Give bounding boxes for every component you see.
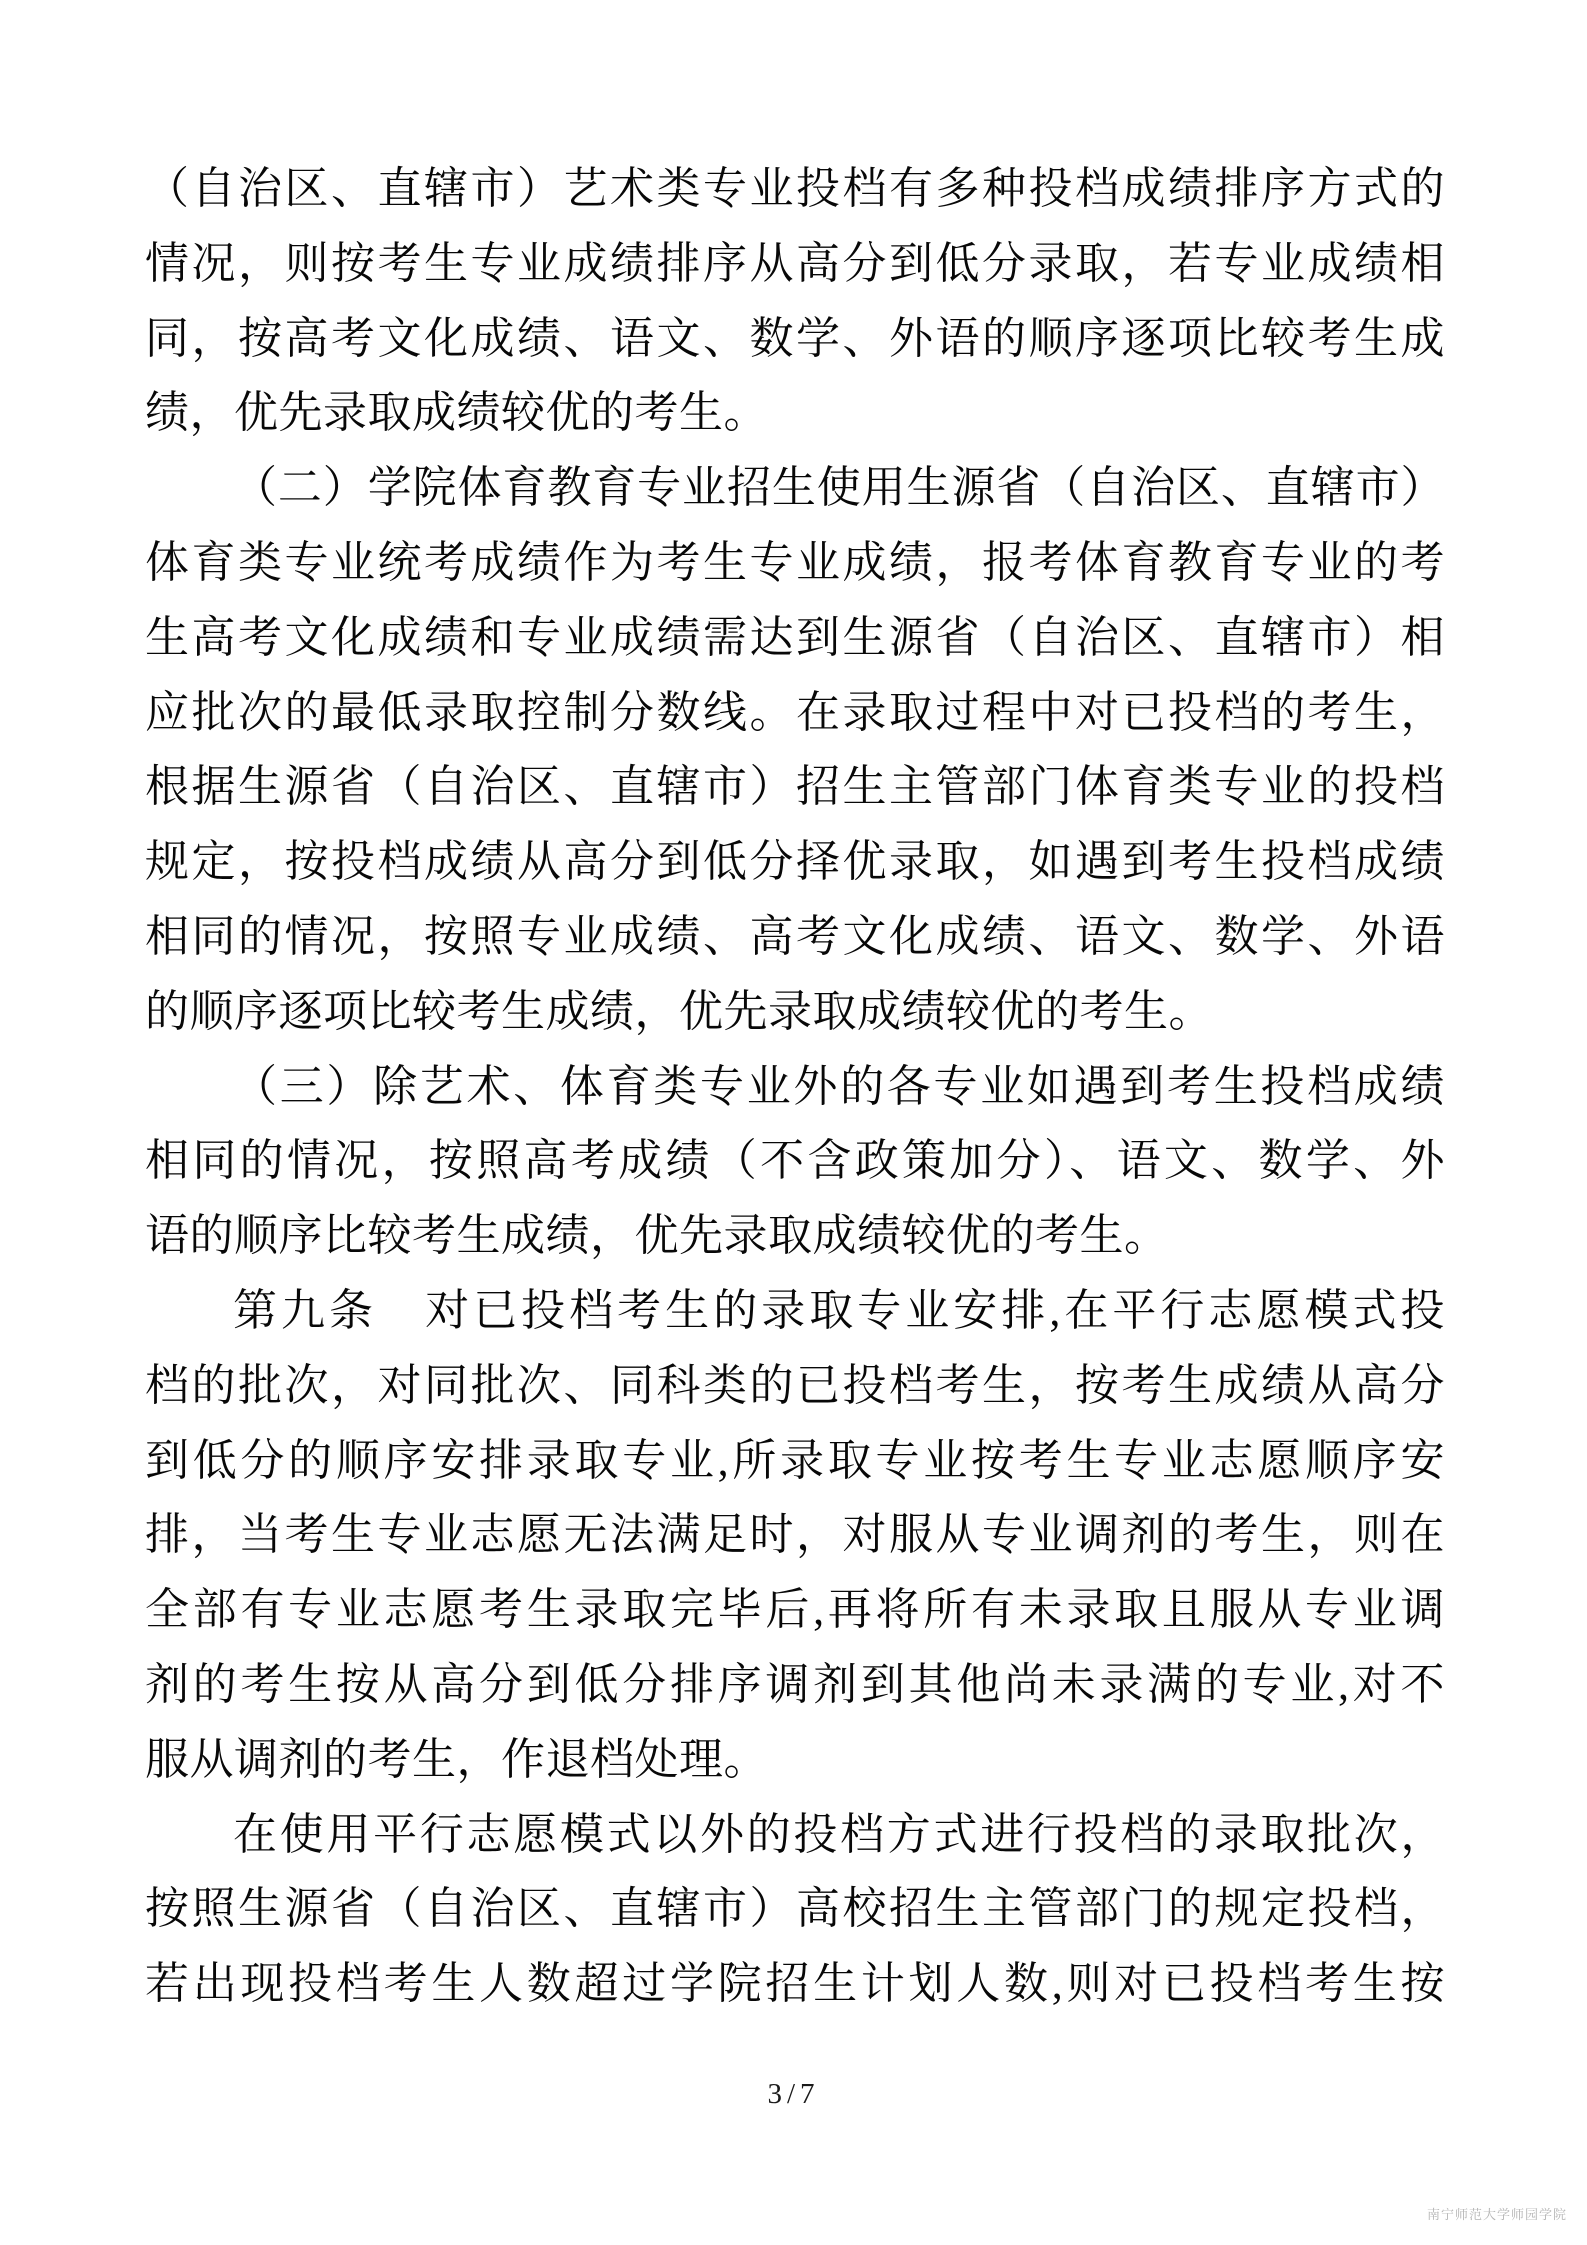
- document-line: 同，按高考文化成绩、语文、数学、外语的顺序逐项比较考生成: [145, 313, 1445, 363]
- document-line: 剂的考生按从高分到低分排序调剂到其他尚未录满的专业,对不: [145, 1659, 1445, 1709]
- document-line: 档的批次，对同批次、同科类的已投档考生，按考生成绩从高分: [145, 1360, 1445, 1410]
- document-line: 若出现投档考生人数超过学院招生计划人数,则对已投档考生按: [145, 1959, 1445, 2009]
- document-line: 第九条 对已投档考生的录取专业安排,在平行志愿模式投: [233, 1285, 1445, 1335]
- watermark: 南宁师范大学师园学院: [1426, 2207, 1567, 2222]
- document-line: 情况，则按考生专业成绩排序从高分到低分录取，若专业成绩相: [145, 238, 1445, 288]
- document-line: 应批次的最低录取控制分数线。在录取过程中对已投档的考生，: [145, 687, 1445, 737]
- page-number: 3/7: [767, 2078, 820, 2110]
- document-line: 的顺序逐项比较考生成绩，优先录取成绩较优的考生。: [145, 986, 1213, 1036]
- document-body: [145, 152, 1445, 2022]
- document-line: 全部有专业志愿考生录取完毕后,再将所有未录取且服从专业调: [145, 1585, 1445, 1635]
- document-line: 相同的情况，按照高考成绩（不含政策加分）、语文、数学、外: [145, 1136, 1445, 1186]
- document-line: 按照生源省（自治区、直辖市）高校招生主管部门的规定投档，: [145, 1884, 1445, 1934]
- document-line: 体育类专业统考成绩作为考生专业成绩，报考体育教育专业的考: [145, 537, 1445, 587]
- document-line: 排，当考生专业志愿无法满足时，对服从专业调剂的考生，则在: [145, 1510, 1445, 1560]
- document-line: （三）除艺术、体育类专业外的各专业如遇到考生投档成绩: [233, 1061, 1445, 1111]
- document-line: 语的顺序比较考生成绩，优先录取成绩较优的考生。: [145, 1211, 1169, 1261]
- document-line: 到低分的顺序安排录取专业,所录取专业按考生专业志愿顺序安: [145, 1435, 1445, 1485]
- document-line: （自治区、直辖市）艺术类专业投档有多种投档成绩排序方式的: [145, 164, 1445, 213]
- document-line: 相同的情况，按照专业成绩、高考文化成绩、语文、数学、外语: [145, 911, 1445, 961]
- document-line: 绩，优先录取成绩较优的考生。: [145, 388, 768, 438]
- document-line: 根据生源省（自治区、直辖市）招生主管部门体育类专业的投档: [145, 762, 1445, 812]
- document-line: （二）学院体育教育专业招生使用生源省（自治区、直辖市）: [233, 463, 1445, 513]
- document-line: 服从调剂的考生，作退档处理。: [145, 1734, 768, 1784]
- document-line: 生高考文化成绩和专业成绩需达到生源省（自治区、直辖市）相: [145, 612, 1445, 662]
- document-line: 规定，按投档成绩从高分到低分择优录取，如遇到考生投档成绩: [145, 837, 1445, 887]
- document-line: 在使用平行志愿模式以外的投档方式进行投档的录取批次，: [233, 1809, 1445, 1859]
